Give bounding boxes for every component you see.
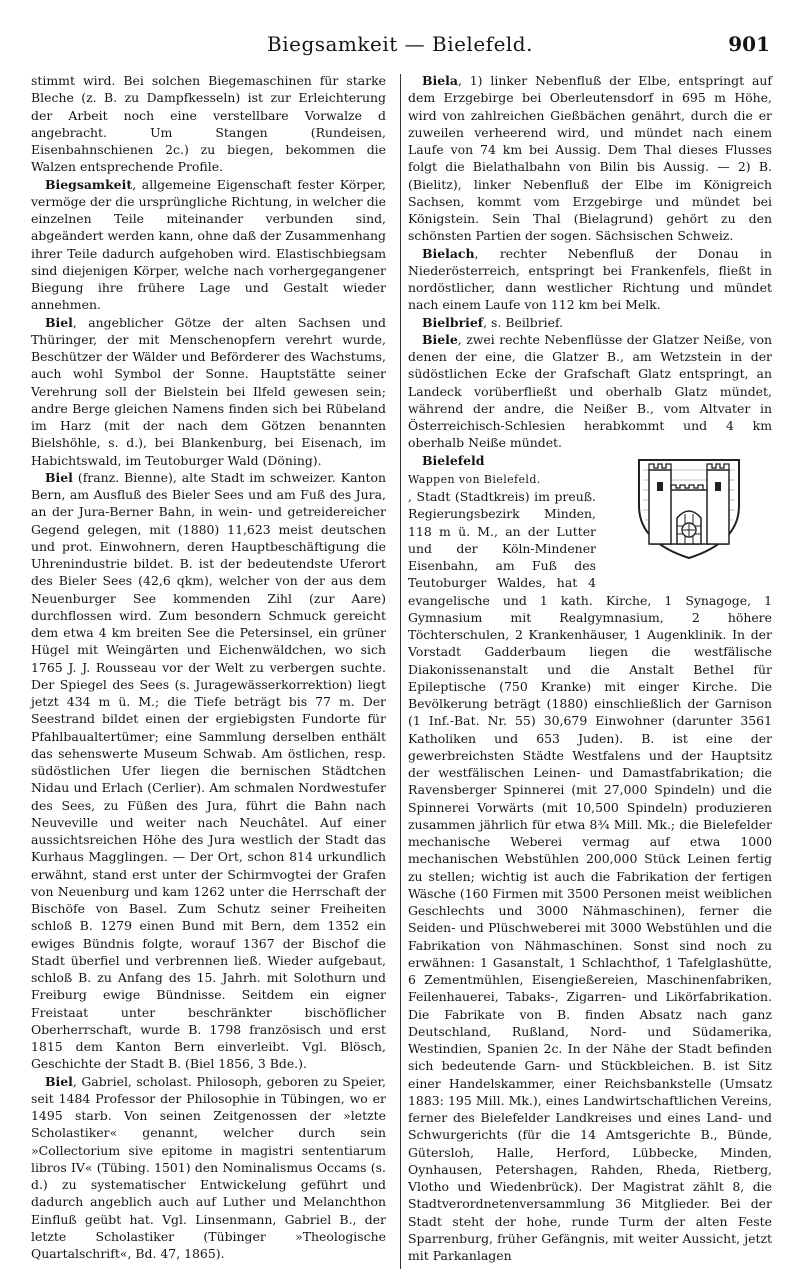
left-column: [31, 72, 386, 1262]
entry-biel-goetze: [31, 314, 386, 469]
entry-biel-stadt: [31, 469, 386, 1073]
entry-text: , s. Beilbrief.: [483, 314, 564, 330]
entry-text: (franz. Bienne), alte Stadt im schweizer. Kanton Bern, am Ausfluß des Bieler Sees und am Fuß des Jura, an der Jura-Berner Bahn, in wein- und getreidereicher Gegend gelegen, mit (1880) 11,623 meist deutschen und prot. Einwohnern, deren Hauptbeschäftigung die Uhrenindustrie bildet. B. ist der bedeutendste Uferort des Bieler Sees (42,6 qkm), welcher von der aus dem Neuenburger See kommenden Zihl (zur Aare) durchflossen wird. Zum besondern Schmuck gereicht dem etwa 4 km breiten See die Petersinsel, ein grüner Hügel mit Weingärten und Eichenwäldchen, wo sich 1765 J. J. Rousseau vor der Welt zu verbergen suchte. Der Spiegel des Sees (s. Juragewässerkorrektion) liegt jetzt 434 m ü. M.; die Tiefe beträgt bis 77 m. Der Seestrand bildet einen der ergiebigsten Fundorte für Pfahlbaualtertümer; eine Sammlung derselben enthält das sehenswerte Museum Schwab. Am östlichen, resp. südöstlichen Ufer liegen die bernischen Städtchen Nidau und Erlach (Cerlier). Am schmalen Nordwestufer des Sees, zu Füßen des Jura, führt die Bahn nach Neuveville und weiter nach Neuchâtel. Auf einer aussichtsreichen Höhe des Jura westlich der Stadt das Kurhaus Magglingen. — Der Ort, schon 814 urkundlich erwähnt, stand erst unter der Schirmvogtei der Grafen von Neuenburg und kam 1262 unter die Herrschaft der Bischöfe von Basel. Zum Schutz seiner Freiheiten schloß B. 1279 einen Bund mit Bern, dem 1352 ein ewiges Bündnis folgte, worauf 1367 der Bischof die Stadt überfiel und verbrennen ließ. Wieder aufgebaut, schloß B. zu Anfang des 15. Jahrh. mit Solothurn und Freiburg ewige Bündnisse. Seitdem ein eigner Freistaat unter beschränkter bischöflicher Oberherrschaft, wurde B. 1798 französisch und erst 1815 dem Kanton Bern einverleibt. Vgl. Blösch, Geschichte der Stadt B. (Biel 1856, 3 Bde.).: [31, 469, 386, 1072]
headword: Bielach: [422, 245, 475, 261]
headword: Biegsamkeit: [45, 176, 133, 192]
entry-text: , allgemeine Eigenschaft fester Körper, vermöge der die ursprüngliche Richtung, in welcher die einzelnen Teile miteinander verbunden sind, abgeändert werden kann, ohne daß der Zusammenhang ihrer Teile dadurch aufgehoben wird. Elastischbiegsam sind diejenigen Körper, welche nach vorhergegangener Biegung ihre frühere Lage und Gestalt wieder annehmen.: [31, 176, 386, 313]
coat-of-arms-figure: [606, 456, 772, 582]
headword: Biel: [45, 314, 73, 330]
right-column: [408, 72, 772, 1264]
column-divider: [400, 74, 401, 1269]
page-header: [30, 30, 770, 64]
entry-text: , Gabriel, scholast. Philosoph, geboren zu Speier, seit 1484 Professor der Philosophie in Tübingen, wo er 1495 starb. Von seinen Zeitgenossen der »letzte Scholastiker« genannt, welcher durch sein »Collectorium sive epitome in magistri sententiarum libros IV« (Tübing. 1501) den Nominalismus Occams (s. d.) zu systematischer Entwickelung geführt und dadurch angeblich auch auf Luther und Melanchthon Einfluß geübt hat. Vgl. Linsenmann, Gabriel B., der letzte Scholastiker (Tübinger »Theologische Quartalschrift«, Bd. 47, 1865).: [31, 1073, 386, 1261]
coat-of-arms-icon: [629, 456, 749, 560]
entry-bielbrief: [408, 314, 772, 331]
entry-text: , 1) linker Nebenfluß der Elbe, entspringt auf dem Erzgebirge bei Oberleutensdorf in 695 m Höhe, wird von zahlreichen Gießbächen genährt, durch die er zuweilen verheerend wird, und mündet nach einem Laufe von 74 km bei Aussig. Dem Thal dieses Flusses folgt die Bielathalbahn von Bilin bis Aussig. — 2) B. (Bielitz), linker Nebenfluß der Elbe im Königreich Sachsen, kommt vom Erzgebirge und mündet bei Königstein. Sein Thal (Bielagrund) gehört zu den schönsten Partien der sogen. Sächsischen Schweiz.: [408, 73, 772, 244]
entry-biela: [408, 72, 772, 245]
coat-caption: Wappen von Bielefeld.: [408, 472, 541, 486]
headword: Biela: [422, 73, 458, 88]
entry-text: , zwei rechte Nebenflüsse der Glatzer Neiße, von denen der eine, die Glatzer B., am Wetzstein in der südöstlichen Ecke der Grafschaft Glatz entspringt, an Landeck vorüberfließt und oberhalb Glatz mündet, während der andre, die Neißer B., vom Altvater in Österreichisch-Schlesien herabkommt und 4 km oberhalb Neiße mündet.: [408, 331, 772, 451]
headword: Biele: [422, 331, 458, 347]
headword: Bielefeld: [422, 452, 485, 468]
entry-text: , rechter Nebenfluß der Donau in Niederösterreich, entspringt bei Frankenfels, fließt in nordöstlicher, dann westlicher Richtung und mündet nach einem Laufe von 112 km bei Melk.: [408, 245, 772, 313]
entry-biele: [408, 331, 772, 452]
headword: Biel: [45, 469, 73, 485]
headword: Bielbrief: [422, 314, 484, 330]
entry-biegsamkeit: [31, 176, 386, 314]
entry-text: , angeblicher Götze der alten Sachsen und Thüringer, der mit Menschenopfern verehrt wurde, Beschützer der Wälder und Beförderer des Wachstums, auch wohl Symbol der Sonne. Hauptstätte seiner Verehrung soll der Bielstein bei Ilfeld gewesen sein; andre Berge gleichen Namens finden sich bei Rübeland im Harz (mit der nach dem Götzen benannten Bielshöhle, s. d.), bei Blankenburg, bei Eisenach, im Habichtswald, im Teutoburger Wald (Döning).: [31, 314, 386, 468]
running-head: Biegsamkeit — Bielefeld.: [267, 32, 533, 56]
entry-biel-gabriel: [31, 1073, 386, 1263]
entry-text-cont: Die Bevölkerung beträgt (1880) einschließlich der Garnison (1 Inf.-Bat. Nr. 55) 30,679 Einwohner (darunter 3561 Katholiken und 653 Juden). B. ist eine der gewerbreichsten Städte Westfalens und der Hauptsitz der westfälischen Leinen- und Damastfabrikation; die Ravensberger Spinnerei (mit 27,000 Spindeln) und die Spinnerei Vorwärts (mit 10,500 Spindeln) produzieren zusammen jährlich für etwa 8¾ Mill. Mk.; die Bielefelder mechanische Weberei vermag auf etwa 1000 mechanischen Webstühlen 200,000 Stück Leinen fertig zu stellen; wichtig ist auch die Fabrikation der fertigen Wäsche (160 Firmen mit 3500 Personen meist weiblichen Geschlechts und 3000 Nähmaschinen), ferner die Seiden- und Plüschweberei mit 3000 Webstühlen und die Fabrikation von Nähmaschinen. Sonst sind noch zu erwähnen: 1 Gasanstalt, 1 Schlachthof, 1 Tafelglashütte, 6 Zementmühlen, Eisengießereien, Maschinenfabriken, Feilenhauerei, Tabaks-, Zigarren- und Likörfabrikation. Die Fabrikate von B. finden Absatz nach ganz Deutschland, Rußland, Nord- und Südamerika, Westindien, Spanien 2c. In der Nähe der Stadt befinden sich bedeutende Garn- und Stückbleichen. B. ist Sitz einer Handelskammer, einer Reichsbankstelle (Umsatz 1883: 195 Mill. Mk.), eines Landwirtschaftlichen Vereins, ferner des Bielefelder Landkreises und eines Land- und Schwurgerichts (für die 14 Amtsgerichte B., Bünde, Gütersloh, Halle, Herford, Lübbecke, Minden, Oynhausen, Petershagen, Rahden, Rheda, Rietberg, Vlotho und Wiedenbrück). Der Magistrat zählt 8, die Stadtverordnetenversammlung 36 Mitglieder. Bei der Stadt steht der hohe, runde Turm der alten Feste Sparrenburg, früher Gefängnis, mit weiter Aussicht, jetzt mit Parkanlagen: [408, 678, 773, 1263]
headword: Biel: [45, 1073, 73, 1089]
entry-text: , Stadt (Stadtkreis) im preuß. Regierungsbezirk Minden, 118 m ü. M., an der Lutter und der Köln-Mindener Eisenbahn, am Fuß des Teutoburger Waldes, hat 4 evangelische und 1 kath. Kirche, 1 Synagoge, 1 Gymnasium mit Realgymnasium, 2 höhere Töchterschulen, 2 Krankenhäuser, 1 Augenklinik. In der Vorstadt Gadderbaum liegen die westfälische Diakonissenanstalt und die Anstalt Bethel für Epileptische (750 Kranke) mit einger Kirche.: [408, 489, 772, 694]
entry-bielefeld: [408, 452, 772, 469]
entry-continuation: stimmt wird. Bei solchen Biegemaschinen für starke Bleche (z. B. zu Dampfkesseln) ist zur Erleichterung der Arbeit noch eine verstellbare Vorwalze d angebracht. Um Stangen (Rundeisen, Eisenbahnschienen 2c.) zu biegen, bekommen die Walzen entsprechende Profile.: [31, 73, 386, 175]
page-number: 901: [728, 32, 770, 56]
entry-bielach: [408, 245, 772, 314]
